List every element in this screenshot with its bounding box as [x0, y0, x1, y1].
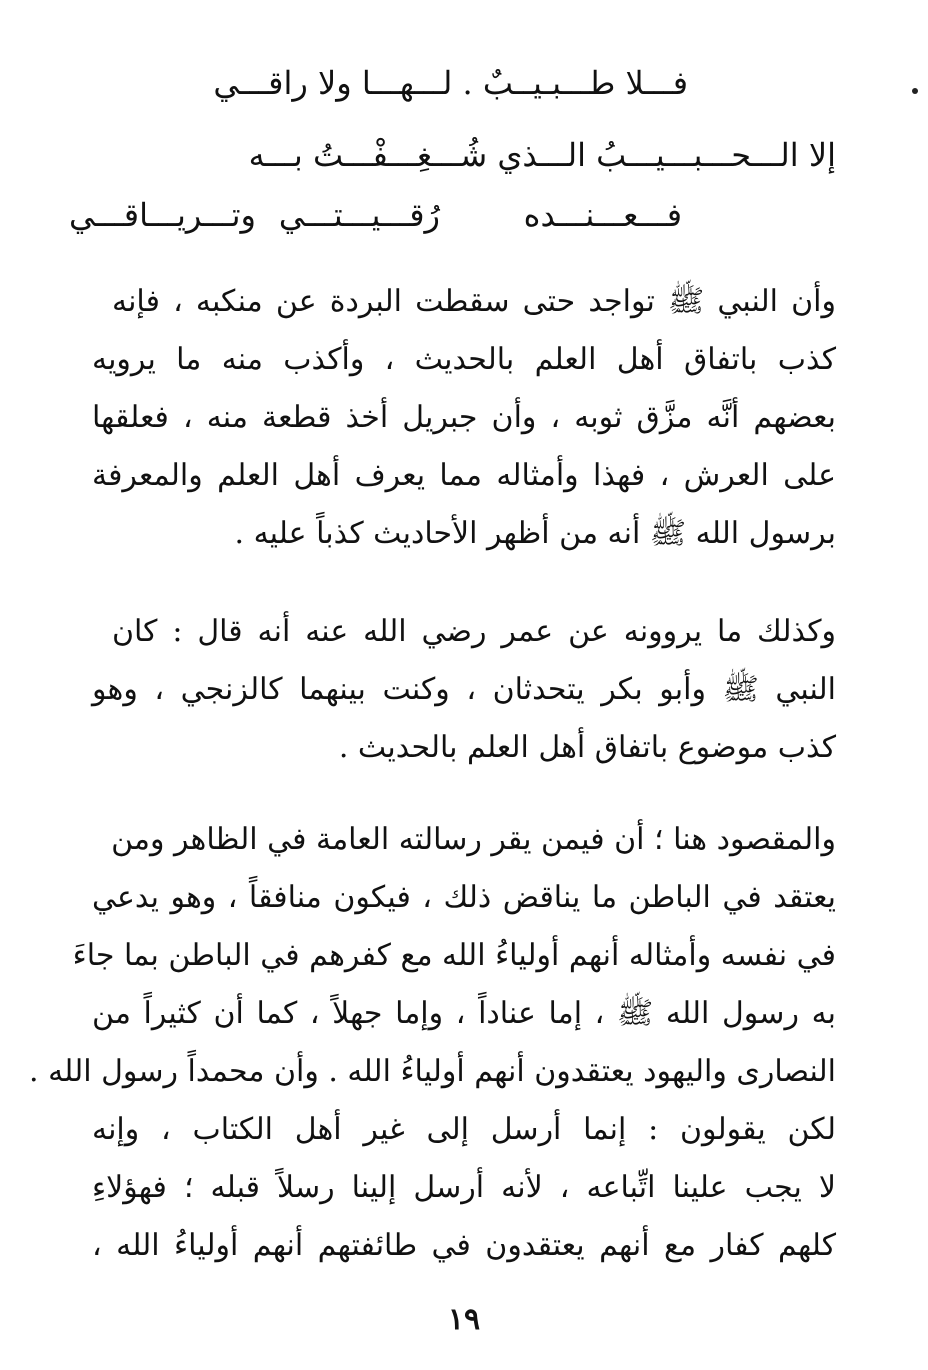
poem-line-2: إلا الـــحـــبـــيـــبُ الـــذي شُـــغِـــفْـــتُ بـــه	[248, 136, 836, 174]
paragraph-3-line-6: لكن يقولون : إنما أرسل إلى غير أهل الكتاب ، وإنه	[92, 1112, 836, 1147]
poem-line-3-word-2: رُقـــيـــتـــي	[278, 196, 440, 234]
paragraph-3-line-7: لا يجب علينا اتِّباعه ، لأنه أرسل إلينا رسلاً قبله ؛ فهؤلاءِ	[92, 1170, 836, 1205]
paragraph-1-line-3: بعضهم أنَّه مزَّق ثوبه ، وأن جبريل أخذ قطعة منه ، فعلقها	[92, 400, 836, 435]
paragraph-1-line-4: على العرش ، فهذا وأمثاله مما يعرف أهل العلم والمعرفة	[92, 458, 836, 493]
paragraph-3-line-3: في نفسه وأمثاله أنهم أولياءُ الله مع كفرهم في الباطن بما جاءَ	[72, 938, 836, 973]
paragraph-3-line-8: كلهم كفار مع أنهم يعتقدون في طائفتهم أنهم أولياءُ الله ،	[92, 1228, 836, 1263]
paragraph-2-line-2: النبي ﷺ وأبو بكر يتحدثان ، وكنت بينهما كالزنجي ، وهو	[92, 672, 836, 707]
paragraph-2-line-3: كذب موضوع باتفاق أهل العلم بالحديث .	[338, 730, 836, 765]
paragraph-3-line-4: به رسول الله ﷺ ، إما عناداً ، وإما جهلاً ، كما أن كثيراً من	[92, 996, 836, 1031]
paragraph-1-line-1: وأن النبي ﷺ تواجد حتى سقطت البردة عن منكبه ، فإنه	[112, 284, 836, 319]
margin-dot	[912, 88, 918, 94]
paragraph-2-line-1: وكذلك ما يروونه عن عمر رضي الله عنه أنه قال : كان	[112, 614, 836, 649]
paragraph-3-line-1: والمقصود هنا ؛ أن فيمن يقر رسالته العامة في الظاهر ومن	[111, 822, 836, 857]
poem-line-1: فـــلا طـــبـيــبٌ . لـــهـــا ولا راقـــي	[213, 64, 688, 102]
paragraph-3-line-5: النصارى واليهود يعتقدون أنهم أولياءُ الله . وأن محمداً رسول الله .	[29, 1054, 836, 1089]
paragraph-1-line-5: برسول الله ﷺ أنه من أظهر الأحاديث كذباً عليه .	[234, 516, 836, 551]
paragraph-3-line-2: يعتقد في الباطن ما يناقض ذلك ، فيكون منافقاً ، وهو يدعي	[92, 880, 836, 915]
poem-line-3-word-3: وتـــريـــاقـــي	[68, 196, 256, 234]
page-number: ١٩	[447, 1302, 481, 1337]
paragraph-1-line-2: كذب باتفاق أهل العلم بالحديث ، وأكذب منه ما يرويه	[92, 342, 836, 377]
poem-line-3-word-1: فـــعـــنـــده	[523, 196, 682, 234]
